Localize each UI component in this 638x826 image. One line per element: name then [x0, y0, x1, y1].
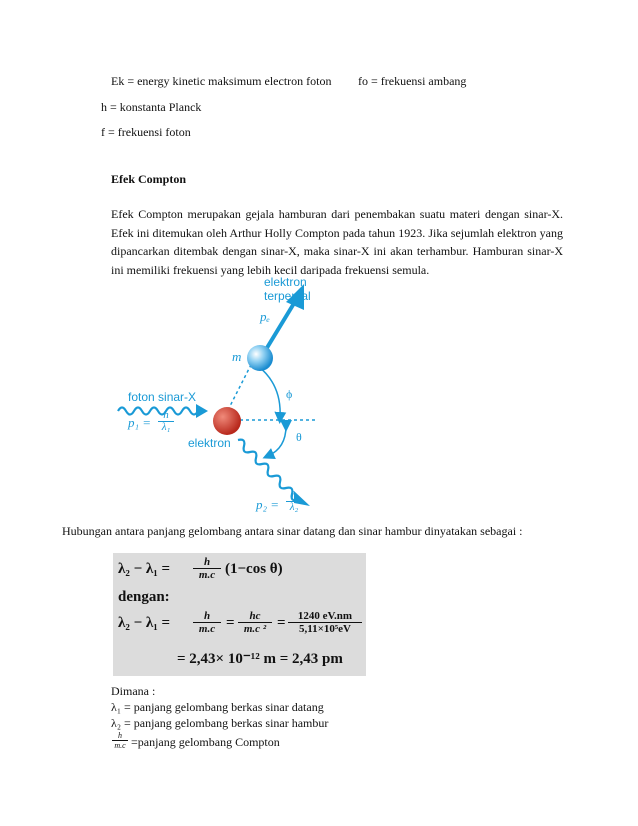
- formula-line2-denominator2: m.c ²: [243, 623, 267, 635]
- formula-line2-equals2: =: [277, 615, 286, 631]
- formula-line2-denominator1: m.c: [198, 623, 216, 635]
- label-elektron-terpental-2: terpental: [264, 289, 311, 303]
- phi-angle-arc: [258, 366, 280, 418]
- fraction-h-over-lambda2: [286, 490, 302, 513]
- formula-line1-numerator: h: [193, 556, 221, 569]
- formula-line2-equals1: =: [226, 615, 235, 631]
- section-paragraph: Efek Compton merupakan gejala hamburan dari penembakan suatu materi dengan sinar-X. Efek ini ditemukan oleh Arthur Holly Compton pada tahun 1923. Jika sejumlah elektron yang dipancarkan ditembak dengan sinar-X, maka sinar-X ini akan terhambur. Hamburan sinar-X ini memiliki frekuensi yang lebih kecil daripada frekuensi semula.: [111, 207, 563, 277]
- fraction-lambda1-denominator: λ₁: [161, 421, 171, 433]
- formula-line1-fraction: [193, 556, 221, 581]
- dimana-compton: =panjang gelombang Compton: [131, 735, 280, 749]
- definition-f: f = frekuensi foton: [101, 125, 191, 139]
- label-foton-sinar-x: foton sinar-X: [128, 390, 197, 404]
- formula-line2-left: λ₂ − λ₁ =: [118, 615, 171, 631]
- compton-scattering-diagram: [110, 270, 340, 520]
- formula-line2-numerator3: 1240 eV.nm: [288, 610, 362, 623]
- label-elektron-terpental-1: elektron: [264, 275, 307, 289]
- scattered-electron-ball: [247, 345, 273, 371]
- dimana-fraction-numerator: h: [112, 731, 128, 741]
- label-p2: p₂ =: [256, 497, 280, 512]
- dimana-fraction-denominator: m.c: [114, 741, 126, 750]
- formula-line1-right: (1−cos θ): [225, 561, 283, 577]
- fraction-h-over-lambda1: [158, 410, 174, 433]
- section-heading: Efek Compton: [111, 172, 187, 186]
- fraction-h-numerator-2: h: [286, 490, 302, 502]
- target-electron-ball: [213, 407, 241, 435]
- label-theta: θ: [296, 430, 302, 444]
- formula-dengan: dengan:: [118, 589, 170, 605]
- label-elektron: elektron: [188, 436, 231, 450]
- fraction-lambda2-denominator: λ₂: [289, 501, 299, 513]
- relation-text: Hubungan antara panjang gelombang antara sinar datang dan sinar hambur dinyatakan sebagai :: [62, 524, 523, 538]
- formula-line2-numerator2: hc: [238, 610, 272, 623]
- formula-line1-denominator: m.c: [198, 569, 216, 581]
- formula-line2-fraction3: [288, 610, 362, 635]
- label-p1: p₁ =: [128, 415, 152, 430]
- compton-formula-box: [113, 553, 366, 676]
- label-m: m: [232, 349, 242, 364]
- incoming-photon-arrowhead: [196, 404, 208, 418]
- label-pe: pₑ: [260, 309, 270, 324]
- dimana-lambda2: λ₂ = panjang gelombang berkas sinar hambur: [111, 716, 329, 730]
- definition-ek: Ek = energy kinetic maksimum electron foton: [111, 74, 332, 88]
- theta-angle-arc: [268, 426, 286, 456]
- formula-line2-fraction2: [238, 610, 272, 635]
- formula-line1-left: λ₂ − λ₁ =: [118, 561, 171, 577]
- fraction-h-numerator: h: [158, 410, 174, 422]
- definition-fo: fo = frekuensi ambang: [358, 74, 467, 88]
- formula-line2-numerator1: h: [193, 610, 221, 623]
- formula-line3-result: = 2,43× 10⁻¹² m = 2,43 pm: [177, 651, 343, 667]
- definition-h: h = konstanta Planck: [101, 100, 202, 114]
- formula-line2-fraction1: [193, 610, 221, 635]
- dimana-title: Dimana :: [111, 684, 156, 698]
- formula-line2-denominator3: 5,11×10⁵eV: [298, 623, 352, 635]
- label-phi: ϕ: [286, 387, 293, 401]
- dimana-lambda1: λ₁ = panjang gelombang berkas sinar datang: [111, 700, 324, 714]
- dimana-fraction-h-over-mc: [112, 731, 128, 750]
